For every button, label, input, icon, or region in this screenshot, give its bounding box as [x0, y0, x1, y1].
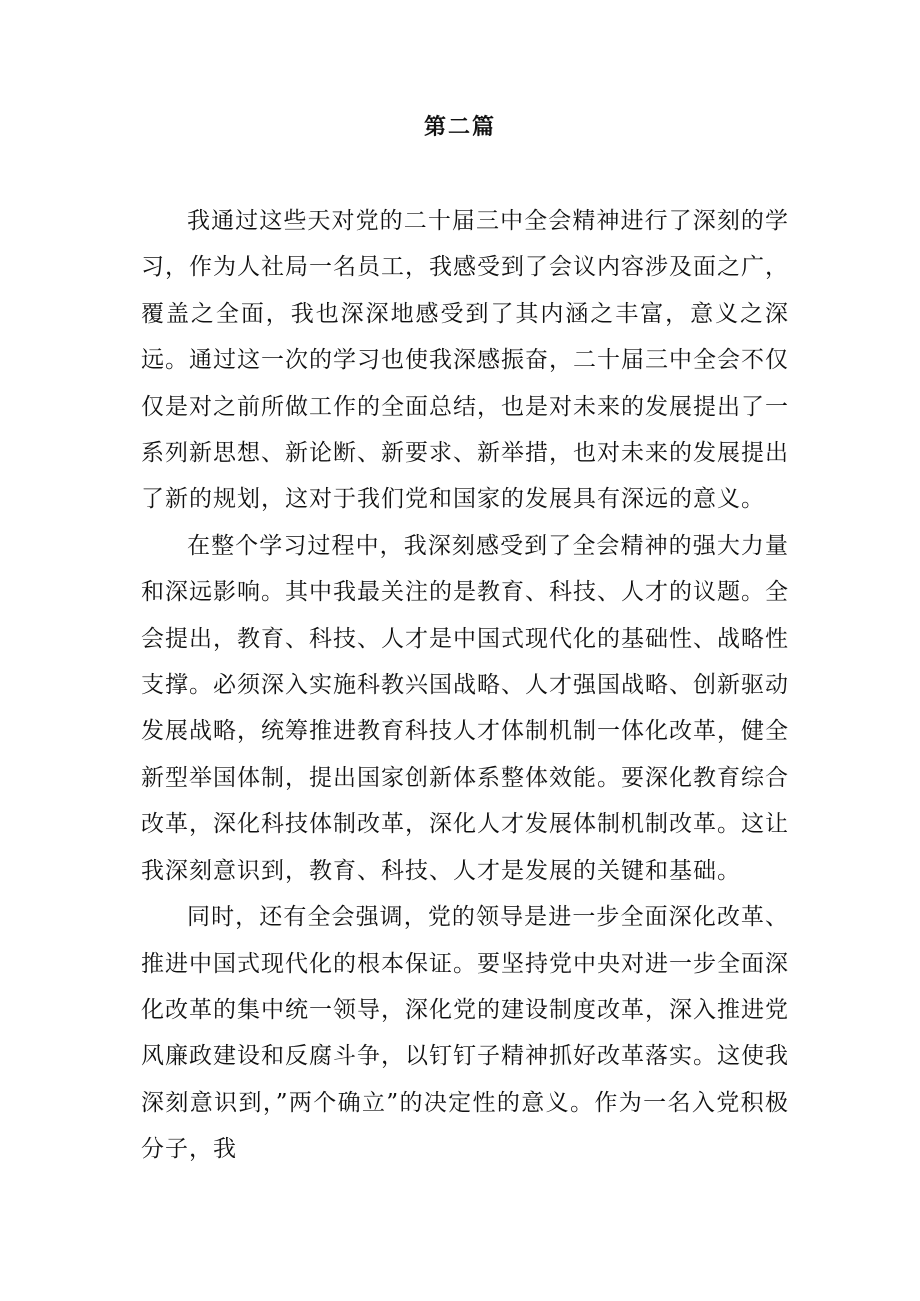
document-body — [141, 198, 789, 1173]
paragraph-2: 在整个学习过程中，我深刻感受到了全会精神的强大力量和深远影响。其中我最关注的是教育、科技、人才的议题。全会提出，教育、科技、人才是中国式现代化的基础性、战略性支撑。必须深入实施科教兴国战略、人才强国战略、创新驱动发展战略，统筹推进教育科技人才体制机制一体化改革，健全新型举国体制，提出国家创新体系整体效能。要深化教育综合改革，深化科技体制改革，深化人才发展体制机制改革。这让我深刻意识到，教育、科技、人才是发展的关键和基础。 — [141, 532, 789, 884]
document-title: 第二篇 — [423, 114, 496, 140]
paragraph-1: 我通过这些天对党的二十届三中全会精神进行了深刻的学习，作为人社局一名员工，我感受到了会议内容涉及面之广，覆盖之全面，我也深深地感受到了其内涵之丰富，意义之深远。通过这一次的学习也使我深感振奋，二十届三中全会不仅仅是对之前所做工作的全面总结，也是对未来的发展提出了一系列新思想、新论断、新要求、新举措，也对未来的发展提出了新的规划，这对于我们党和国家的发展具有深远的意义。 — [141, 208, 789, 513]
paragraph-3: 同时，还有全会强调，党的领导是进一步全面深化改革、推进中国式现代化的根本保证。要坚持党中央对进一步全面深化改革的集中统一领导，深化党的建设制度改革，深入推进党风廉政建设和反腐斗争，以钉钉子精神抓好改革落实。这使我深刻意识到，”两个确立”的决定性的意义。作为一名入党积极分子，我 — [141, 904, 789, 1163]
